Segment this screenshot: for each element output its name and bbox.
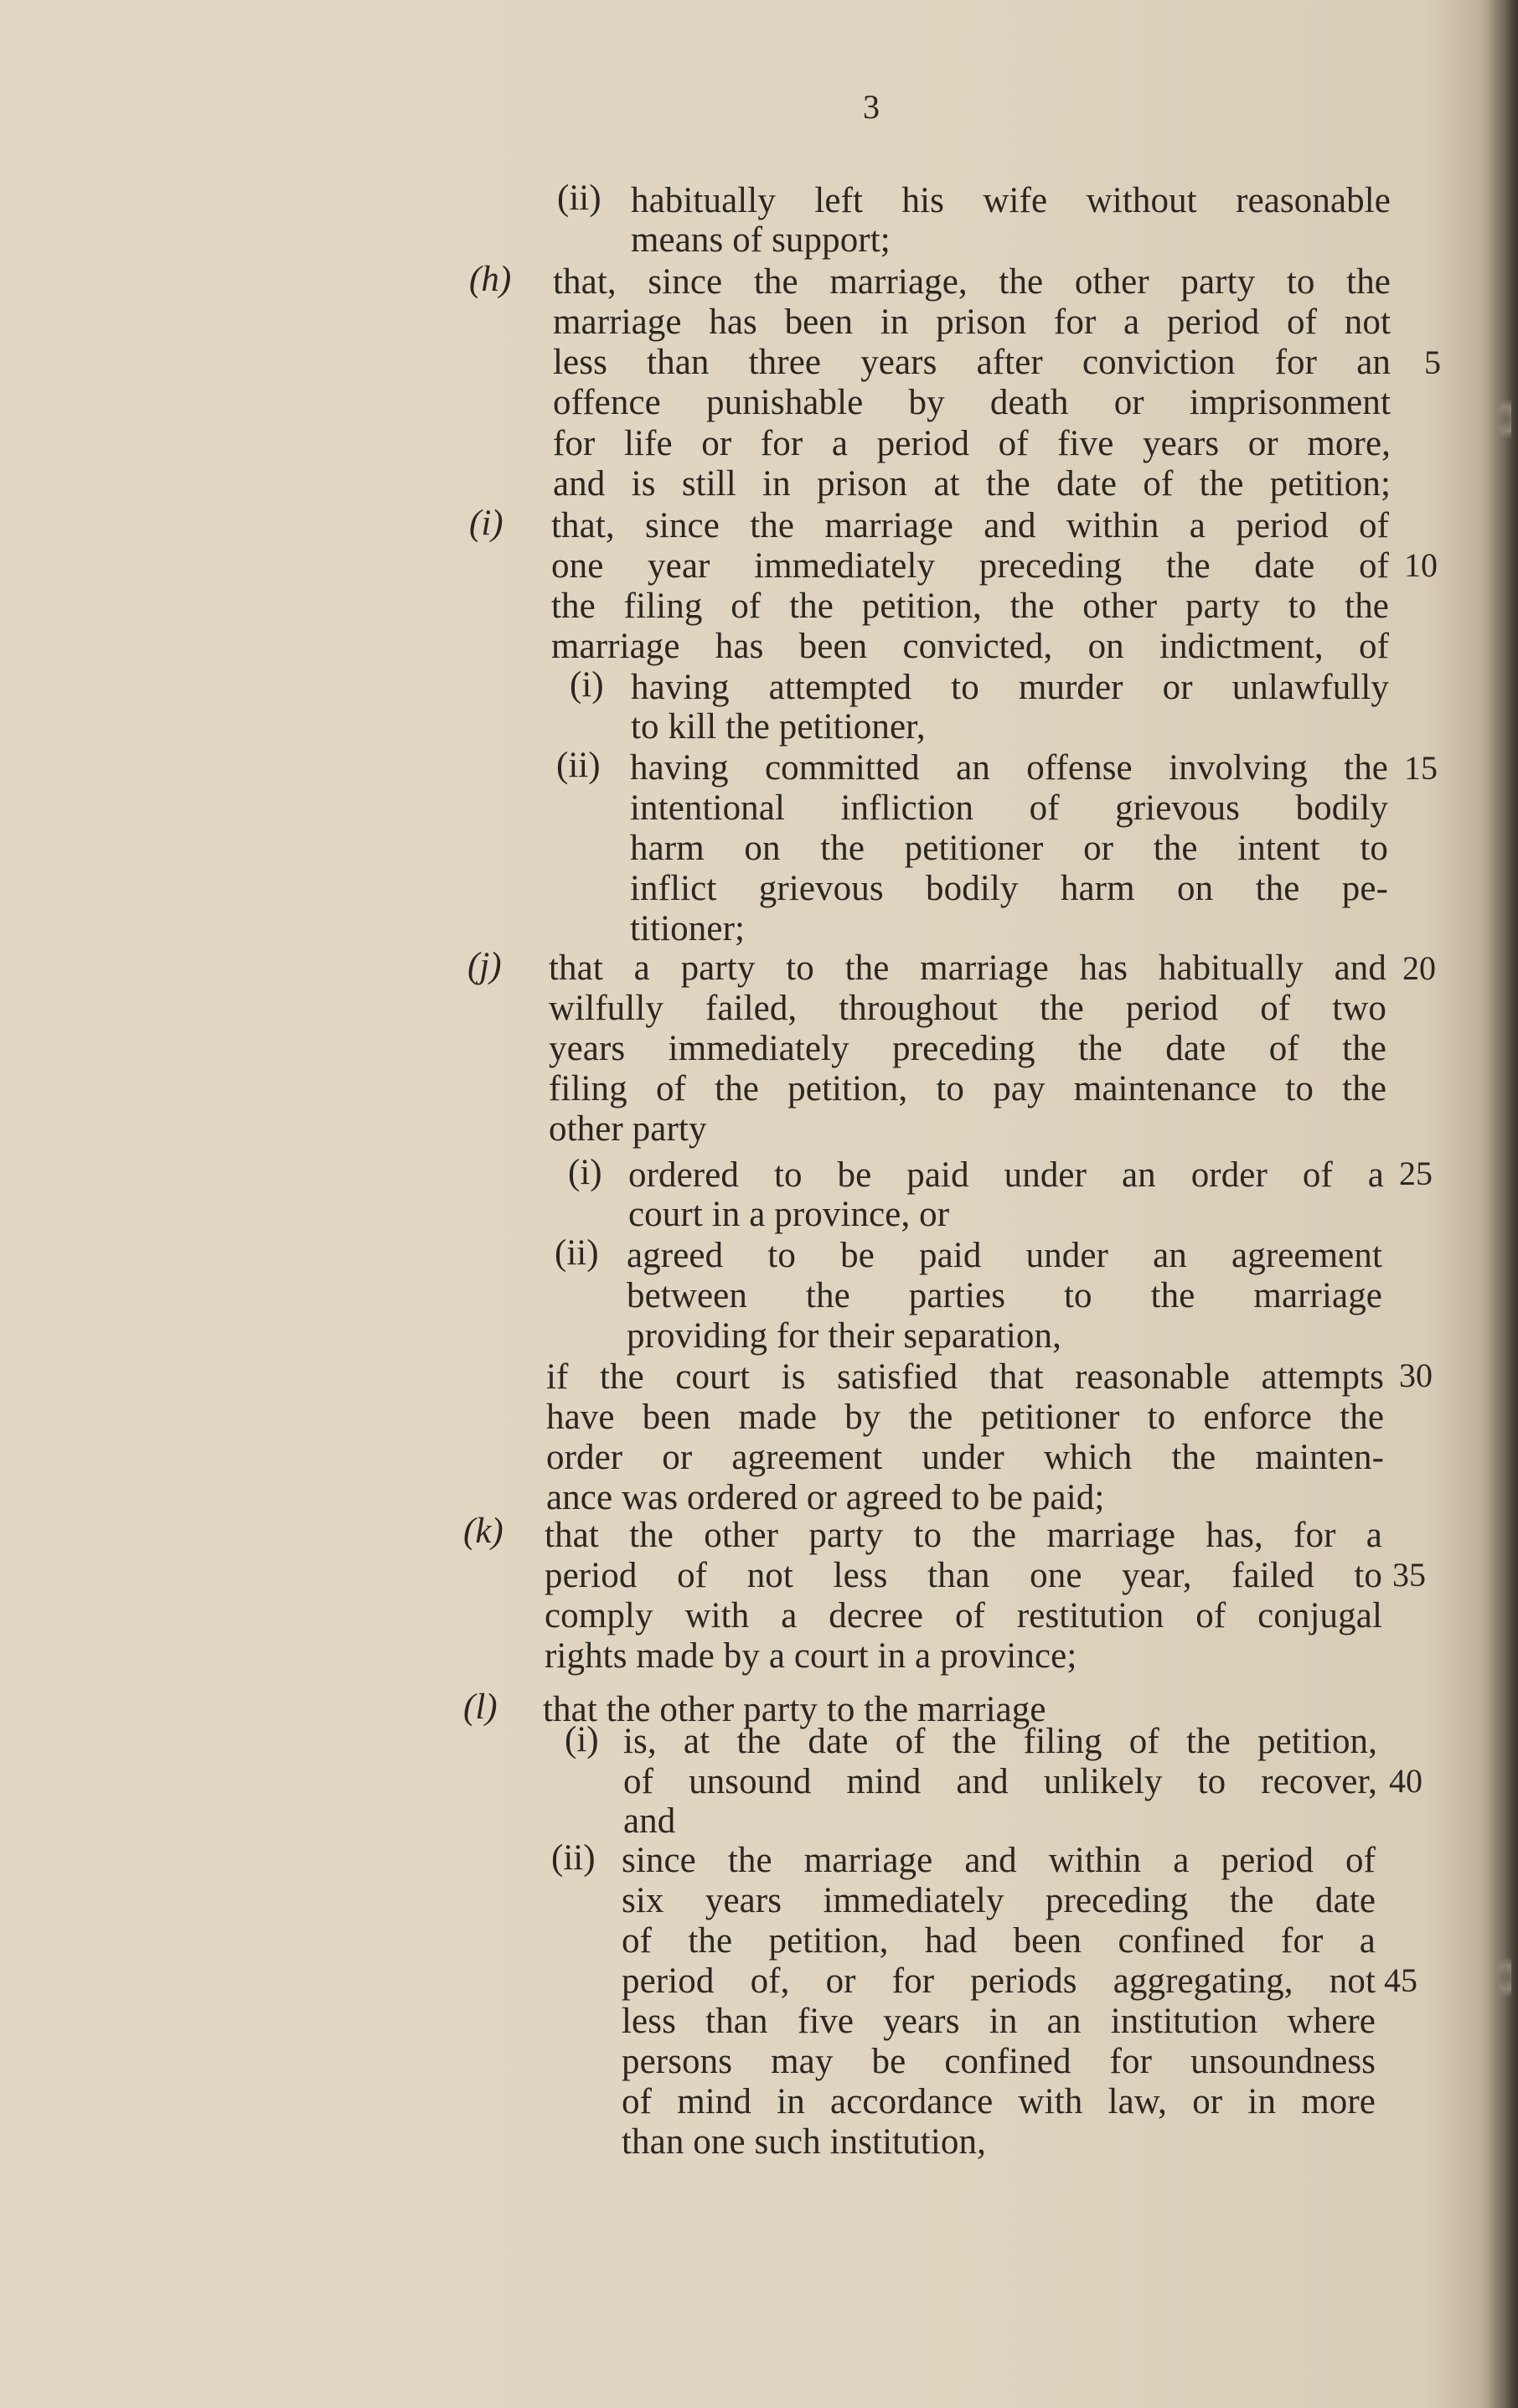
text-line: less than five years in an institution where — [622, 2002, 1376, 2041]
text-line: that the other party to the marriage — [543, 1690, 1046, 1729]
margin-line-number: 5 — [1424, 344, 1441, 381]
text-line: other party — [549, 1109, 707, 1149]
text-line: than one such institution, — [622, 2122, 986, 2162]
margin-line-number: 15 — [1404, 749, 1438, 787]
text-line: marriage has been in prison for a period of not — [553, 302, 1391, 342]
clause-label-k: (k) — [463, 1511, 503, 1551]
text-line: intentional infliction of grievous bodily — [630, 788, 1388, 828]
text-line: habitually left his wife without reasonable — [631, 181, 1391, 220]
text-line: and is still in prison at the date of the petition; — [553, 464, 1391, 504]
text-line: that the other party to the marriage has, for a — [545, 1516, 1382, 1555]
text-line: between the parties to the marriage — [627, 1276, 1382, 1315]
margin-line-number: 10 — [1404, 546, 1438, 584]
text-line: have been made by the petitioner to enforce the — [546, 1398, 1384, 1437]
page-edge-shadow — [1488, 0, 1518, 2408]
text-line: less than three years after conviction for an — [553, 343, 1391, 382]
text-line: is, at the date of the filing of the petition, — [623, 1722, 1377, 1761]
text-line: means of support; — [631, 220, 891, 260]
margin-line-number: 20 — [1402, 949, 1436, 987]
text-line: since the marriage and within a period of — [622, 1841, 1376, 1880]
text-line: period of, or for periods aggregating, not — [622, 1961, 1376, 2001]
text-line: that, since the marriage and within a period of — [551, 506, 1389, 545]
clause-label-l: (l) — [463, 1687, 498, 1727]
text-line: having attempted to murder or unlawfully — [631, 668, 1389, 707]
text-line: and — [623, 1801, 676, 1841]
text-line: ance was ordered or agreed to be paid; — [546, 1478, 1105, 1517]
text-line: inflict grievous bodily harm on the pe- — [630, 869, 1388, 908]
text-line: persons may be confined for unsoundness — [622, 2042, 1376, 2081]
subclause-label: (i) — [568, 1153, 602, 1192]
text-line: ordered to be paid under an order of a — [628, 1155, 1384, 1195]
text-line: titioner; — [630, 909, 746, 948]
text-line: to kill the petitioner, — [631, 707, 926, 747]
text-line: the filing of the petition, the other party to the — [551, 586, 1389, 626]
text-line: comply with a decree of restitution of conjugal — [545, 1596, 1382, 1635]
text-line: wilfully failed, throughout the period of two — [549, 989, 1386, 1028]
clause-label-i: (i) — [469, 504, 503, 543]
text-line: providing for their separation, — [627, 1316, 1061, 1356]
text-line: harm on the petitioner or the intent to — [630, 829, 1388, 868]
text-line: one year immediately preceding the date of — [551, 546, 1389, 586]
subclause-label: (ii) — [555, 1233, 599, 1273]
text-line: that a party to the marriage has habitually and — [549, 948, 1386, 988]
margin-line-number: 45 — [1384, 1961, 1417, 1999]
text-line: period of not less than one year, failed to — [545, 1556, 1382, 1595]
subclause-label: (i) — [565, 1720, 599, 1759]
text-line: court in a province, or — [628, 1195, 950, 1234]
text-line: offence punishable by death or imprisonment — [553, 383, 1391, 422]
margin-line-number: 30 — [1399, 1356, 1433, 1394]
text-line: of unsound mind and unlikely to recover, — [623, 1762, 1377, 1801]
text-line: marriage has been convicted, on indictment, of — [551, 627, 1389, 666]
subclause-label: (ii) — [556, 746, 601, 785]
text-line: for life or for a period of five years or more, — [553, 424, 1391, 463]
text-line: rights made by a court in a province; — [545, 1636, 1077, 1676]
text-line: agreed to be paid under an agreement — [627, 1236, 1382, 1275]
margin-line-number: 35 — [1392, 1556, 1426, 1594]
page-number: 3 — [863, 88, 880, 126]
clause-label-j: (j) — [467, 946, 502, 985]
subclause-label: (ii) — [551, 1838, 596, 1878]
subclause-label: (i) — [570, 665, 604, 705]
subclause-label: (ii) — [557, 178, 602, 218]
text-line: of the petition, had been confined for a — [622, 1921, 1376, 1961]
text-line: having committed an offense involving the — [630, 748, 1388, 788]
text-line: of mind in accordance with law, or in more — [622, 2082, 1376, 2121]
clause-label-h: (h) — [469, 260, 512, 299]
text-line: years immediately preceding the date of the — [549, 1029, 1386, 1068]
text-line: that, since the marriage, the other party to the — [553, 262, 1391, 302]
text-line: filing of the petition, to pay maintenance to the — [549, 1069, 1386, 1108]
text-line: six years immediately preceding the date — [622, 1881, 1376, 1920]
text-line: order or agreement under which the mainten- — [546, 1438, 1384, 1477]
binding-mark — [1498, 394, 1511, 444]
margin-line-number: 40 — [1389, 1762, 1422, 1800]
margin-line-number: 25 — [1399, 1155, 1433, 1192]
binding-mark — [1498, 1952, 1511, 2002]
text-line: if the court is satisfied that reasonable attempts — [546, 1357, 1384, 1397]
